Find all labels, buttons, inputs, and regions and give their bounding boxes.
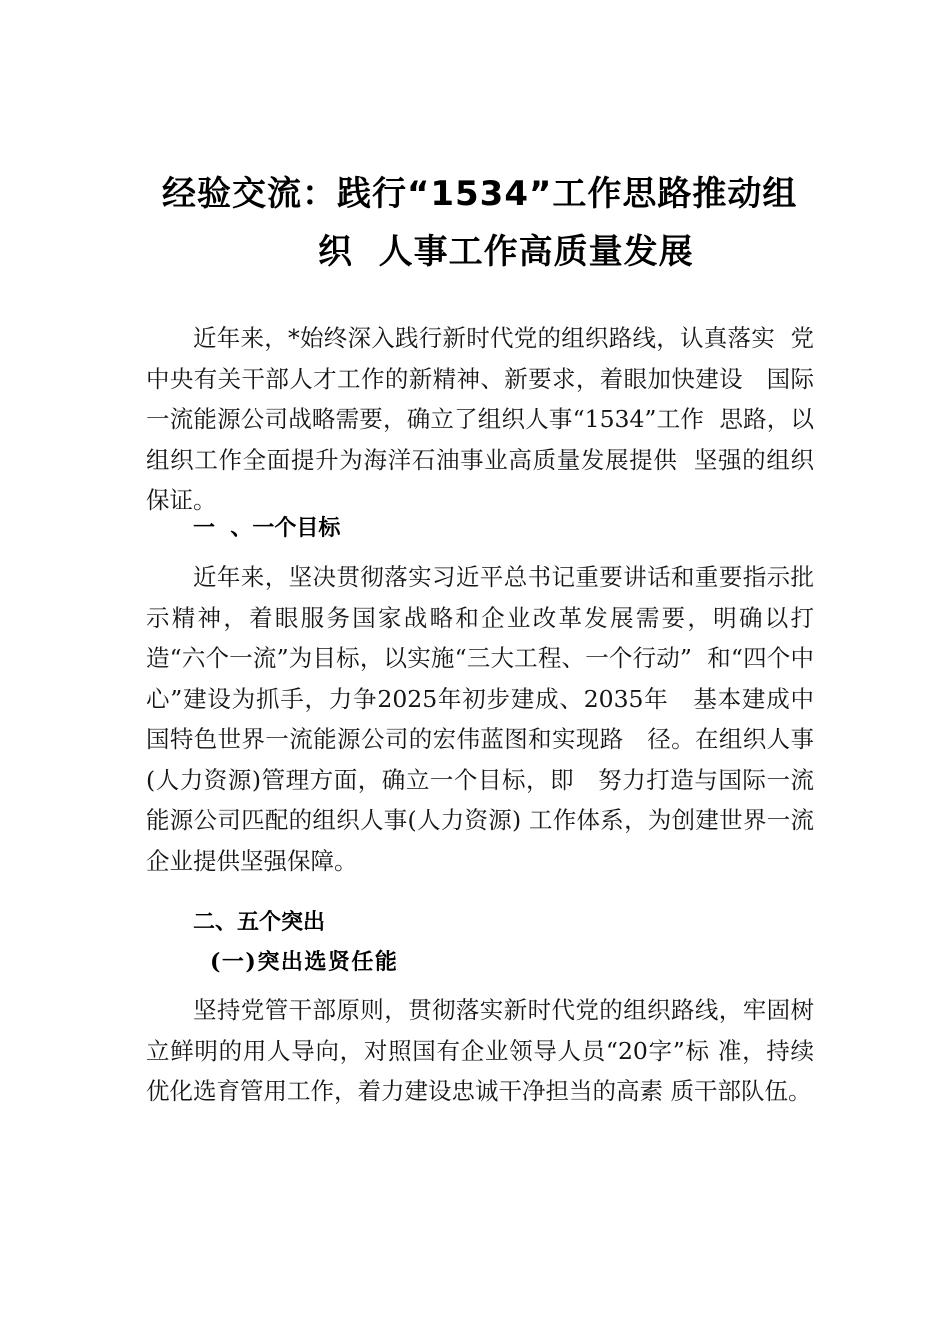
section-1-paragraph: 近年来，坚决贯彻落实习近平总书记重要讲话和重要指示批示精神，着眼服务国家战略和企业改革发展需要，明确以打造“六个一流”为目标，以实施“三大工程、一个行动” 和“四个中心”建设为抓手，力争2025年初步建成、2035年 基本建成中国特色世界一流能源公司的宏伟蓝图和实现路 径。在组织人事(人力资源)管理方面，确立一个目标，即 努力打造与国际一流能源公司匹配的组织人事(人力资源) 工作体系，为创建世界一流企业提供坚强保障。: [146, 563, 814, 875]
section-2-heading: 二、五个突出: [193, 910, 326, 935]
title-line-1: 经验交流：践行“1534”工作思路推动组: [162, 174, 798, 214]
intro-paragraph: 近年来，*始终深入践行新时代党的组织路线，认真落实 党中央有关干部人才工作的新精神、新要求，着眼加快建设 国际一流能源公司战略需要，确立了组织人事“1534”工作 思路，以组织工作全面提升为海洋石油事业高质量发展提供 坚强的组织保证。: [146, 324, 814, 514]
subsection-1-heading: (一)突出选贤任能: [210, 949, 399, 975]
subsection-1-paragraph: 坚持党管干部原则，贯彻落实新时代党的组织路线，牢固树立鲜明的用人导向，对照国有企业领导人员“20字”标 准，持续优化选育管用工作，着力建设忠诚干净担当的高素 质干部队伍。: [146, 996, 814, 1105]
document-title: [150, 165, 800, 281]
title-line-2: 织 人事工作高质量发展: [318, 232, 694, 272]
section-1-heading: 一 、一个目标: [193, 516, 341, 541]
